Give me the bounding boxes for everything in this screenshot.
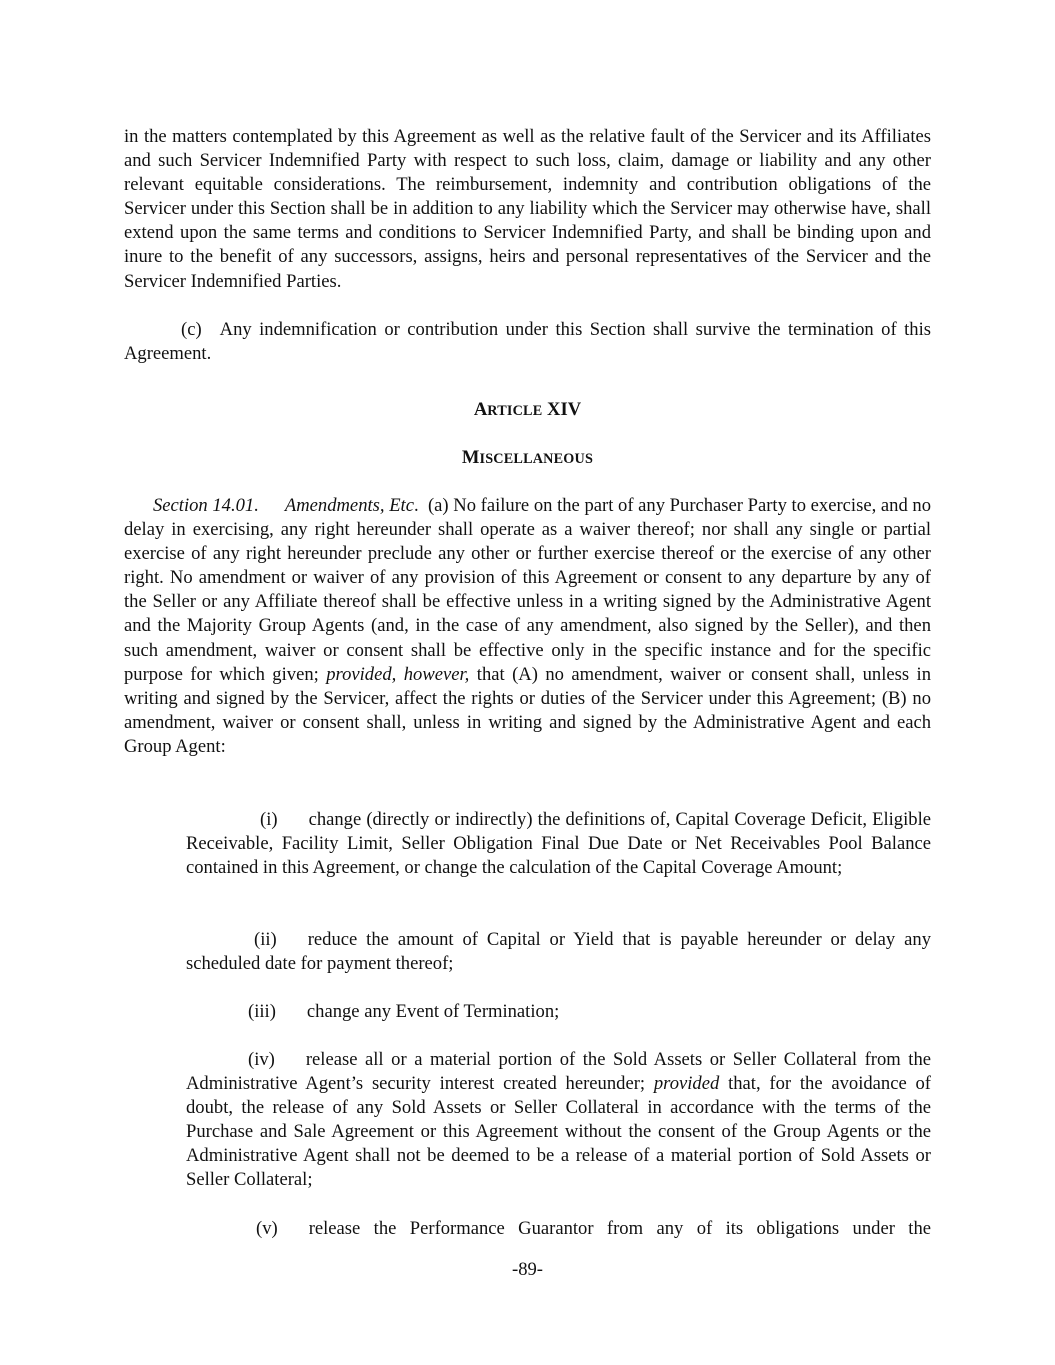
list-item-label: (i) — [260, 809, 278, 830]
page-number: -89- — [512, 1259, 543, 1280]
section-title: Amendments, Etc — [284, 495, 414, 516]
list-item-label: (iv) — [248, 1049, 275, 1070]
section-text-1: (a) No failure on the part of any Purchaser Party to exercise, and no delay in exercising, any right hereunder shall operate as a waiver thereof; nor shall any single or partial exercise of any right hereunder preclude any other or further exercise thereof or the exercise of any other right. No amendment or waiver of any provision of this Agreement or consent to any departure by any of the Seller or any Affiliate thereof shall be effective unless in a writing signed by the Administrative Agent and the Majority Group Agents (and, in the case of any amendment, also signed by the Seller), and then such amendment, waiver or consent shall be effective only in the specific instance and for the specific purpose for which given; — [124, 495, 931, 685]
section-provided: provided, however, — [326, 663, 470, 685]
paragraph-c — [124, 318, 931, 366]
list-item-v — [186, 1217, 931, 1241]
paragraph-continuation: in the matters contemplated by this Agreement as well as the relative fault of the Servicer and its Affiliates and such Servicer Indemnified Party with respect to such loss, claim, damage or liability and any other relevant equitable considerations. The reimbursement, indemnity and contribution obligations of the Servicer under this Section shall be in addition to any liability which the Servicer may otherwise have, shall extend upon the same terms and conditions to Servicer Indemnified Party, and shall be binding upon and inure to the benefit of any successors, assigns, heirs and personal representatives of the Servicer and the Servicer Indemnified Parties. — [124, 126, 931, 292]
paragraph-c-text: Any indemnification or contribution under this Section shall survive the termination of this Agreement. — [124, 319, 931, 365]
section-text-2: that (A) no amendment, waiver or consent shall, unless in writing and signed by the Servicer, affect the rights or duties of the Servicer under this Agreement; (B) no amendment, waiver or consent shall, unless in writing and signed by the Administrative Agent and each Group Agent: — [124, 663, 932, 757]
list-item-label: (iii) — [248, 1001, 276, 1022]
list-item-text: reduce the amount of Capital or Yield that is payable hereunder or delay any scheduled date for payment thereof; — [186, 929, 931, 975]
list-item-label: (ii) — [254, 929, 277, 950]
list-item-provided: provided — [653, 1073, 720, 1095]
list-item-text: change any Event of Termination; — [306, 1001, 560, 1022]
paragraph-c-label: (c) — [181, 319, 202, 340]
list-item-label: (v) — [256, 1218, 278, 1239]
list-item-text-1: release all or a material portion of the Sold Assets or Seller Collateral from the Administrative Agent’s security interest created hereunder; — [186, 1049, 931, 1095]
list-item-text: release the Performance Guarantor from any of its obligations under the — [308, 1218, 931, 1239]
section-14-01: Section 14.01. Amendments, Etc. (a) No failure on the part of any Purchaser Party to exercise, and no delay in exercising, any right hereunder shall operate as a waiver thereof; nor shall any single or partial exercise of any right hereunder preclude any other or further exercise thereof or the exercise of any other right. No amendment or waiver of any provision of this Agreement or consent to any departure by any of the Seller or any Affiliate thereof shall be effective unless in a writing signed by the Administrative Agent and the Majority Group Agents (and, in the case of any amendment, also signed by the Seller), and then such amendment, waiver or consent shall be effective only in the specific instance and for the specific purpose for which given; provided, however, that (A) no amendment, waiver or consent shall, unless in writing and signed by the Servicer, affect the rights or duties of the Servicer under this Agreement; (B) no amendment, waiver or consent shall, unless in writing and signed by the Administrative Agent and each Group Agent: — [124, 495, 932, 757]
list-item-text: change (directly or indirectly) the definitions of, Capital Coverage Deficit, Eligible Receivable, Facility Limit, Seller Obligation Final Due Date or Net Receivables Pool Balance contained in this Agreement, or change the calculation of the Capital Coverage Amount; — [186, 809, 931, 879]
section-number: Section 14.01. — [153, 495, 259, 516]
list-item-iv — [186, 1048, 931, 1193]
list-item-i — [186, 808, 931, 880]
article-heading: MISCELLANEOUS — [461, 447, 594, 468]
list-item-ii — [186, 928, 931, 976]
list-item-iii — [186, 1000, 931, 1024]
article-title: ARTICLE XIV — [473, 399, 582, 420]
list-item-text-2: that, for the avoidance of doubt, the release of any Sold Assets or Seller Collateral in accordance with the terms of the Purchase and Sale Agreement or this Agreement without the consent of the Group Agents or the Administrative Agent shall not be deemed to be a release of a material portion of Sold Assets or Seller Collateral; — [186, 1073, 931, 1191]
